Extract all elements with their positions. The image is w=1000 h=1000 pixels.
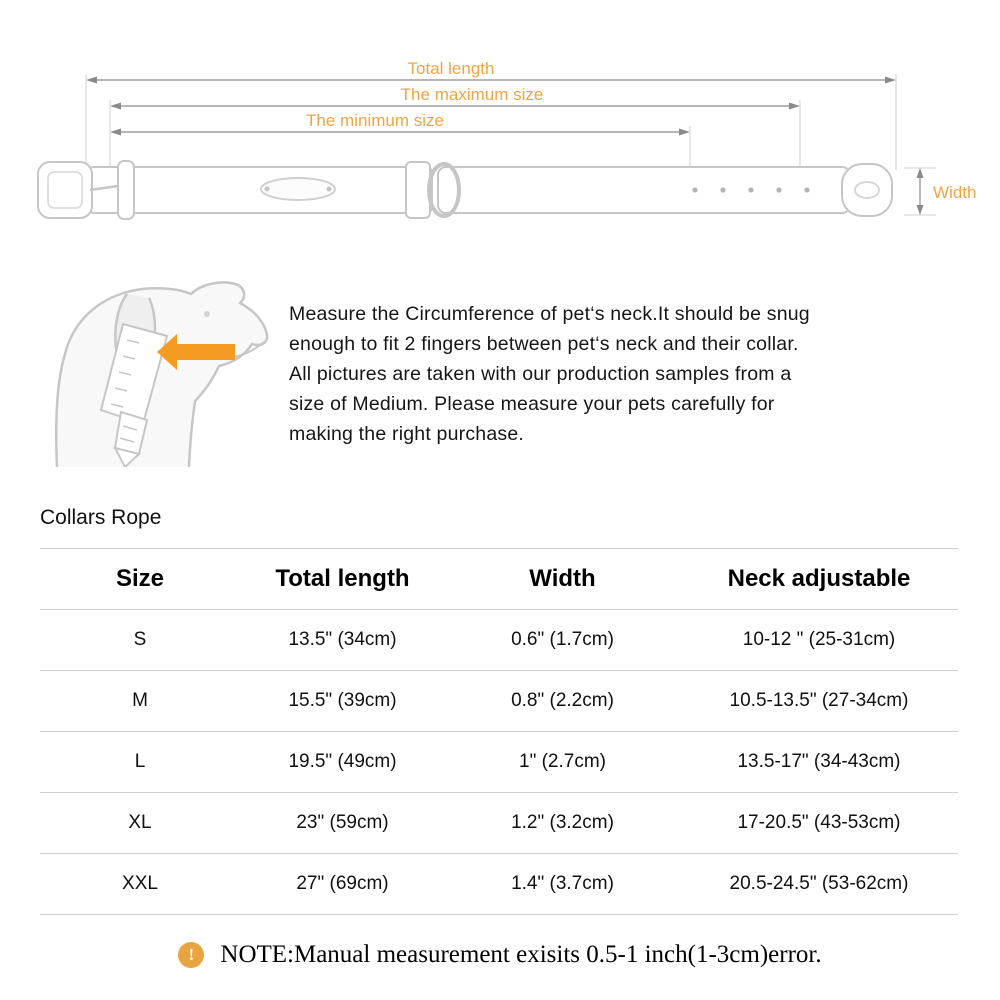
table-row (40, 793, 958, 854)
cell-width: 1.4" (3.7cm) (511, 873, 614, 894)
d-ring-holder (406, 162, 430, 218)
collar-strap-left (88, 167, 432, 213)
instruction-line: Measure the Circumference of pet‘s neck.It should be snug (289, 303, 810, 325)
cell-total-length: 13.5" (34cm) (288, 629, 397, 650)
note-text: NOTE:Manual measurement exisits 0.5-1 inch(1-3cm)error. (220, 941, 822, 968)
header-size: Size (115, 565, 165, 592)
cell-total-length: 23" (59cm) (296, 812, 389, 833)
collar-metal-tip (842, 164, 892, 216)
dog-measuring-illustration (35, 262, 290, 467)
dog-head-outline (56, 282, 267, 467)
instruction-line: making the right purchase. (289, 423, 524, 445)
instruction-line: All pictures are taken with our production samples from a (289, 363, 792, 385)
total-length-label: Total length (407, 59, 495, 78)
collar-measurement-diagram (0, 40, 1000, 290)
cell-width: 1.2" (3.2cm) (511, 812, 614, 833)
instruction-line: enough to fit 2 fingers between pet‘s neck and their collar. (289, 333, 799, 355)
cell-neck: 17-20.5" (43-53cm) (737, 812, 901, 833)
collar-artwork (38, 161, 892, 219)
instruction-line: size of Medium. Please measure your pets carefully for (289, 393, 775, 415)
cell-size: S (133, 629, 147, 650)
width-label: Width (933, 183, 977, 202)
keeper-loop (118, 161, 134, 219)
minimum-size-label: The minimum size (306, 111, 444, 130)
cell-neck: 10.5-13.5" (27-34cm) (729, 690, 909, 711)
cell-size: XXL (122, 873, 158, 894)
name-plate (261, 178, 335, 200)
cell-size: M (132, 690, 148, 711)
measuring-instructions (289, 299, 810, 449)
table-title: Collars Rope (40, 506, 162, 529)
cell-neck: 10-12 " (25-31cm) (742, 629, 896, 650)
cell-total-length: 19.5" (49cm) (288, 751, 397, 772)
cell-size: L (134, 751, 146, 772)
table-row (40, 671, 958, 732)
cell-total-length: 27" (69cm) (296, 873, 389, 894)
table-row (40, 610, 958, 671)
cell-width: 1" (2.7cm) (519, 751, 606, 772)
cell-neck: 13.5-17" (34-43cm) (737, 751, 901, 772)
cell-width: 0.6" (1.7cm) (511, 629, 614, 650)
maximum-size-label: The maximum size (400, 85, 544, 104)
table-row (40, 732, 958, 793)
table-row (40, 854, 958, 915)
width-indicator (904, 168, 936, 215)
cell-width: 0.8" (2.2cm) (511, 690, 614, 711)
cell-size: XL (128, 812, 152, 833)
exclamation-glyph: ! (188, 945, 195, 964)
cell-neck: 20.5-24.5" (53-62cm) (729, 873, 909, 894)
size-table (40, 548, 958, 915)
header-total-length: Total length (275, 565, 410, 592)
header-neck-adjustable: Neck adjustable (727, 565, 911, 592)
header-width: Width (529, 565, 596, 592)
exclamation-icon (178, 942, 204, 968)
collar-strap-right (438, 167, 850, 213)
buckle (38, 162, 92, 218)
cell-total-length: 15.5" (39cm) (288, 690, 397, 711)
table-header-row (40, 549, 958, 610)
dog-eye (204, 311, 210, 317)
measurement-note (0, 941, 1000, 969)
